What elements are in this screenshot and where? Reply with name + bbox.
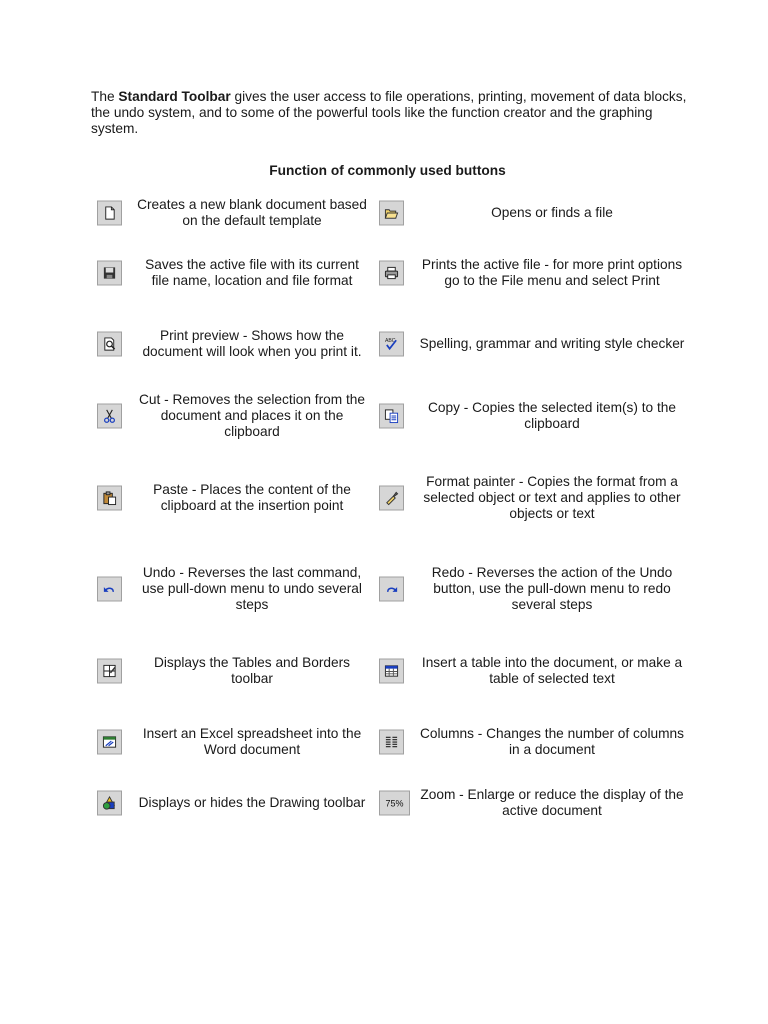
intro-text-start: The [91, 89, 119, 104]
drawing-shapes-icon [97, 791, 122, 816]
spelling-check-icon [379, 332, 404, 357]
format-painter-brush-icon [379, 486, 404, 511]
printer-icon [379, 261, 404, 286]
button-description: Opens or finds a file [491, 205, 613, 220]
intro-bold-term: Standard Toolbar [118, 89, 231, 104]
button-description: Creates a new blank document based on the default template [137, 197, 367, 228]
button-description: Format painter - Copies the format from a selected object or text and applies to other objects or text [423, 474, 681, 521]
intro-paragraph [91, 89, 691, 137]
new-document-icon [97, 201, 122, 226]
zoom-percent-label: 75% [385, 798, 404, 808]
print-preview-icon [97, 332, 122, 357]
svg-text:ABC: ABC [384, 338, 396, 345]
button-description: Insert an Excel spreadsheet into the Word document [142, 726, 362, 757]
button-description: Insert a table into the document, or make a table of selected text [421, 655, 683, 686]
excel-spreadsheet-icon [97, 730, 122, 755]
insert-table-icon [379, 659, 404, 684]
open-folder-icon [379, 201, 404, 226]
button-description: Displays or hides the Drawing toolbar [138, 795, 366, 810]
save-disk-icon [97, 261, 122, 286]
button-description: Undo - Reverses the last command, use pull-down menu to undo several steps [142, 565, 362, 612]
undo-arrow-icon [97, 577, 122, 602]
section-heading: Function of commonly used buttons [269, 163, 506, 178]
button-description: Redo - Reverses the action of the Undo button, use the pull-down menu to redo several steps [431, 565, 673, 612]
button-description: Copy - Copies the selected item(s) to the clipboard [427, 400, 676, 431]
button-description: Prints the active file - for more print options go to the File menu and select Print [421, 257, 683, 288]
button-description: Paste - Places the content of the clipboard at the insertion point [153, 482, 351, 513]
button-description: Zoom - Enlarge or reduce the display of the active document [420, 787, 684, 818]
paste-clipboard-icon [97, 486, 122, 511]
scissors-icon [97, 404, 122, 429]
copy-icon [379, 404, 404, 429]
redo-arrow-icon [379, 577, 404, 602]
button-description: Columns - Changes the number of columns in a document [420, 726, 684, 757]
zoom-icon [379, 791, 410, 816]
button-description: Spelling, grammar and writing style checker [419, 336, 685, 351]
button-description: Cut - Removes the selection from the document and places it on the clipboard [139, 392, 365, 439]
tables-borders-icon [97, 659, 122, 684]
button-description: Saves the active file with its current file name, location and file format [145, 257, 359, 288]
button-description: Print preview - Shows how the document will look when you print it. [142, 328, 362, 359]
button-description: Displays the Tables and Borders toolbar [153, 655, 351, 686]
columns-icon [379, 730, 404, 755]
intro-text-rest: gives the user access to file operations, printing, movement of data blocks, the undo system, and to some of the powerful tools like the function creator and the graphing system. [91, 89, 687, 136]
